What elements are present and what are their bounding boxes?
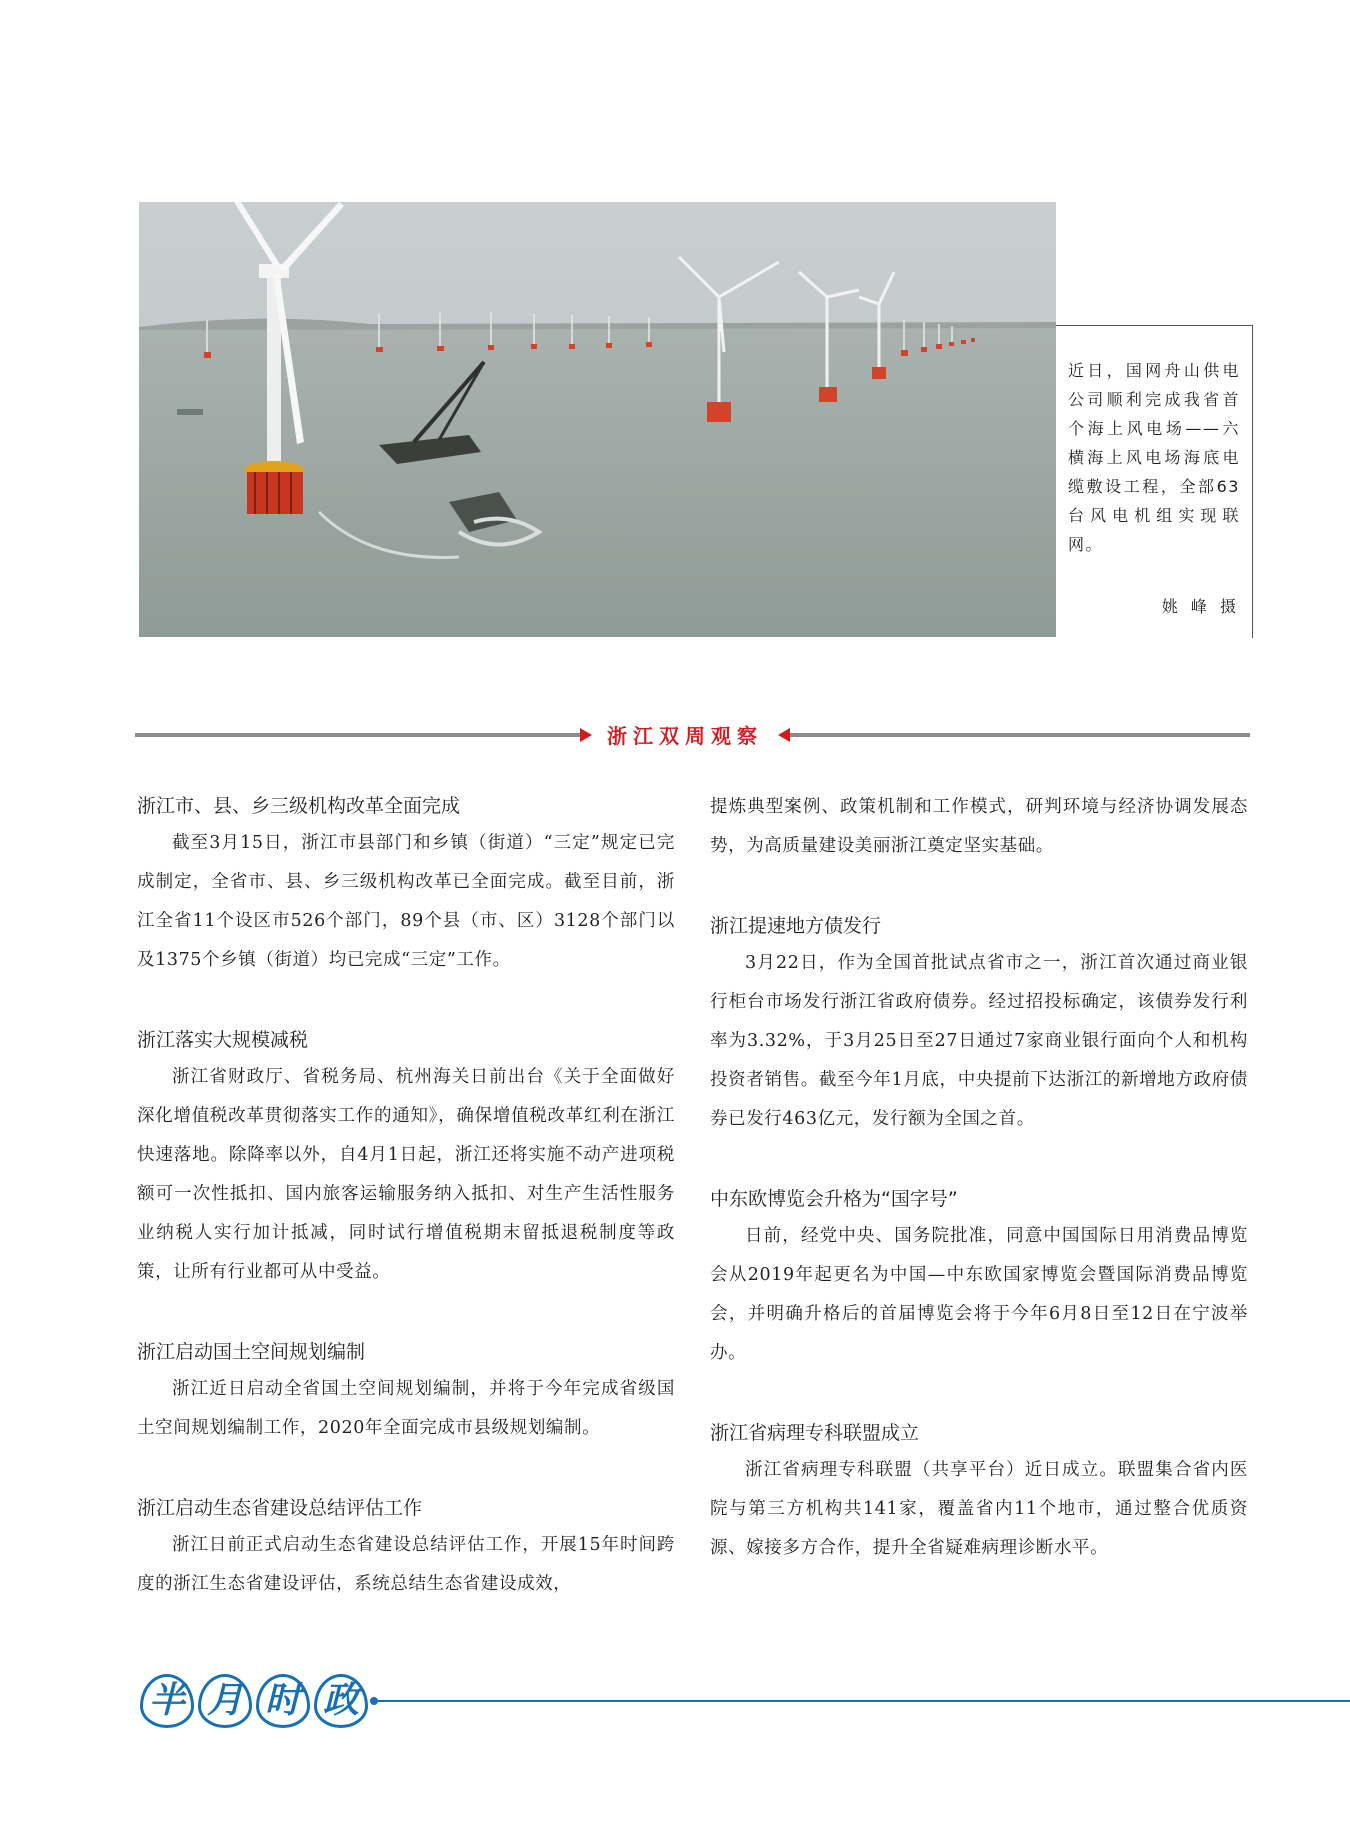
article-local-bonds <box>710 912 1248 1139</box>
article-tax-cut <box>137 1026 675 1292</box>
wind-farm-photo <box>139 202 1056 637</box>
section-title: 浙江双周观察 <box>607 724 763 748</box>
section-rule-right <box>790 733 1250 737</box>
logo-char: 半 <box>140 1674 194 1728</box>
article-title: 浙江提速地方债发行 <box>710 915 882 937</box>
article-body: 3月22日，作为全国首批试点省市之一，浙江首次通过商业银行柜台市场发行浙江省政府债券。经过招投标确定，该债券发行利率为3.32%，于3月25日至27日通过7家商业银行面向个人和机构投资者销售。截至今年1月底，中央提前下达浙江的新增地方政府债券已发行463亿元，发行额为全国之首。 <box>710 953 1248 1129</box>
article-institutional-reform <box>137 792 675 980</box>
article-body: 浙江日前正式启动生态省建设总结评估工作，开展15年时间跨度的浙江生态省建设评估，系统总结生态省建设成效， <box>137 1535 675 1594</box>
article-title: 浙江落实大规模减税 <box>137 1029 309 1051</box>
logo-char: 时 <box>256 1674 310 1728</box>
article-title: 浙江启动国土空间规划编制 <box>137 1341 366 1363</box>
section-header <box>135 722 1250 752</box>
article-eco-province <box>137 1494 675 1604</box>
footer-masthead <box>132 1670 1350 1740</box>
logo-char: 月 <box>198 1674 252 1728</box>
article-title: 中东欧博览会升格为“国字号” <box>710 1188 958 1210</box>
footer-rule <box>374 1700 1350 1702</box>
article-body-continued: 提炼典型案例、政策机制和工作模式，研判环境与经济协调发展态势，为高质量建设美丽浙江奠定坚实基础。 <box>710 797 1248 856</box>
article-body: 截至3月15日，浙江市县部门和乡镇（街道）“三定”规定已完成制定，全省市、县、乡三级机构改革已全面完成。截至目前，浙江全省11个设区市526个部门，89个县（市、区）3128个部门以及1375个乡镇（街道）均已完成“三定”工作。 <box>137 833 675 970</box>
photo-credit: 姚 峰 摄 <box>1161 597 1240 616</box>
section-arrow-left-icon <box>580 728 592 742</box>
section-rule-left <box>135 733 580 737</box>
article-expo-upgrade <box>710 1185 1248 1373</box>
left-column <box>137 792 675 1650</box>
wind-farm-illustration <box>139 202 1056 637</box>
article-spatial-planning <box>137 1338 675 1448</box>
article-body: 浙江近日启动全省国土空间规划编制，并将于今年完成省级国土空间规划编制工作，2020年全面完成市县级规划编制。 <box>137 1379 675 1438</box>
article-body: 浙江省财政厅、省税务局、杭州海关日前出台《关于全面做好深化增值税改革贯彻落实工作的通知》，确保增值税改革红利在浙江快速落地。除降率以外，自4月1日起，浙江还将实施不动产进项税额可一次性抵扣、国内旅客运输服务纳入抵扣、对生产生活性服务业纳税人实行加计抵减，同时试行增值税期末留抵退税制度等政策，让所有行业都可从中受益。 <box>137 1067 675 1282</box>
article-body: 浙江省病理专科联盟（共享平台）近日成立。联盟集合省内医院与第三方机构共141家，覆盖省内11个地市，通过整合优质资源、嫁接多方合作，提升全省疑难病理诊断水平。 <box>710 1460 1248 1558</box>
right-column <box>710 788 1248 1614</box>
article-body: 日前，经党中央、国务院批准，同意中国国际日用消费品博览会从2019年起更名为中国—中东欧国家博览会暨国际消费品博览会，并明确升格后的首届博览会将于今年6月8日至12日在宁波举办。 <box>710 1226 1248 1363</box>
article-title: 浙江省病理专科联盟成立 <box>710 1422 920 1444</box>
logo-char: 政 <box>314 1674 368 1728</box>
photo-caption: 近日，国网舟山供电公司顺利完成我省首个海上风电场——六横海上风电场海底电缆敷设工程，全部63台风电机组实现联网。 <box>1068 361 1240 554</box>
section-arrow-right-icon <box>778 728 790 742</box>
article-pathology-alliance <box>710 1419 1248 1568</box>
article-eco-province-continued <box>710 788 1248 866</box>
article-title: 浙江市、县、乡三级机构改革全面完成 <box>137 795 461 817</box>
article-title: 浙江启动生态省建设总结评估工作 <box>137 1497 423 1519</box>
